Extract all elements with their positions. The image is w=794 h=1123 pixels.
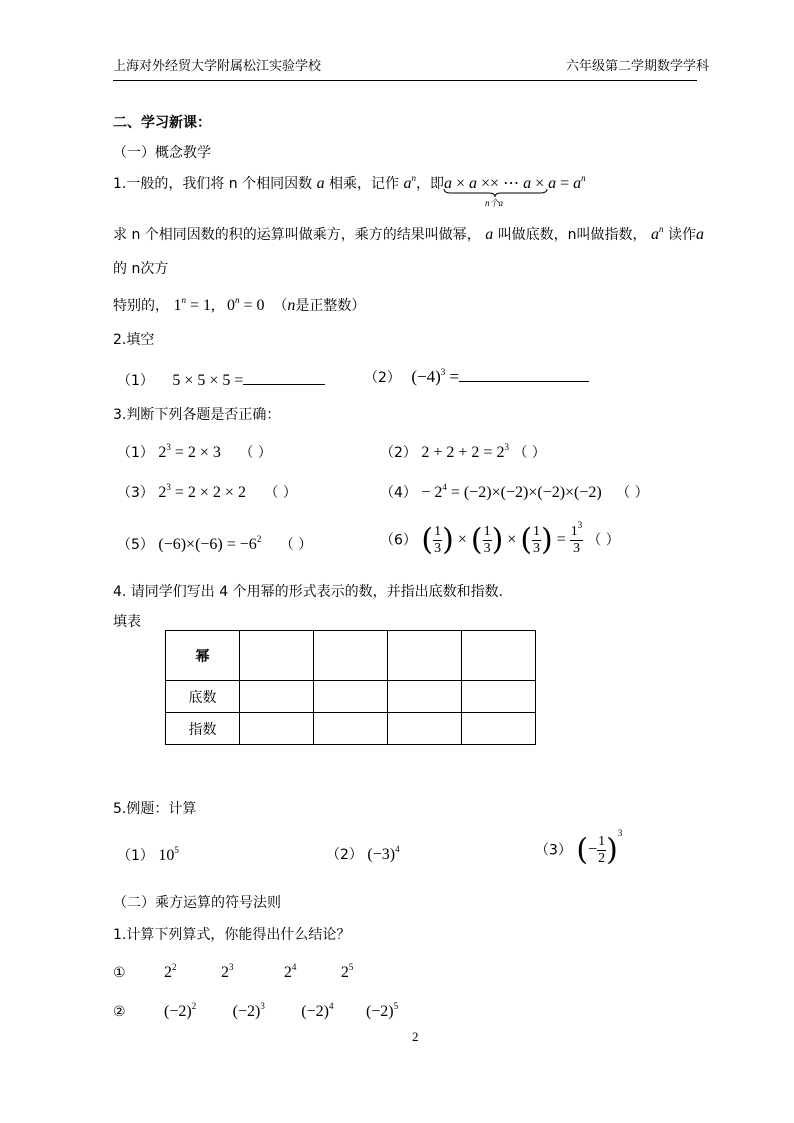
answer-paren[interactable]: （ ） [616, 485, 649, 501]
math-expr: $2^3 = 2 \times 2 \times 2$ [158, 482, 246, 501]
q-number: （1） [117, 848, 154, 864]
fill-q1 [117, 370, 325, 389]
math-expr: ( $\frac{1}{3}$ ) × ( $\frac{1}{3}$ ) × ( $\frac{1}{3}$ ) = $\frac{1^3}{3}$ [421, 520, 583, 558]
math-a-power-n: $a^n$ [651, 224, 664, 243]
table-cell[interactable] [462, 713, 536, 745]
example-1 [117, 845, 179, 864]
q-number: （6） [380, 532, 417, 549]
judge-item-3 [117, 482, 297, 501]
math-a: a [695, 226, 704, 243]
math-expr: $2^5$ [340, 962, 354, 981]
fill-table [165, 630, 536, 745]
definition-line [113, 224, 704, 243]
math-product-expansion: a × a ×× ⋯ $a \times a = a^n$ [444, 173, 586, 192]
page-number: 2 [412, 1029, 419, 1044]
q-number: （1） [117, 373, 154, 389]
table-cell[interactable] [314, 681, 388, 713]
table-row [166, 681, 536, 713]
definition-text-2: 叫做底数，n叫做指数， [497, 227, 647, 243]
table-cell[interactable] [314, 631, 388, 681]
q-number: （5） [117, 537, 154, 553]
math-expr: (− $\frac{1}{2}$ )$^3$ [576, 828, 623, 868]
subject-name: 六年级第二学期数学学科 [566, 59, 710, 74]
math-expr: 5 × 5 × 5 = [172, 372, 244, 389]
answer-blank[interactable] [459, 367, 589, 382]
math-expr: $(-6)\times(-6) = -6^2$ [158, 534, 262, 553]
math-expr: $(-2)^4$ [301, 1001, 334, 1020]
math-expr: $10^5$ [158, 845, 179, 864]
q-number: （3） [117, 485, 154, 501]
table-cell[interactable] [388, 681, 462, 713]
row1 [113, 962, 354, 981]
q-number: （2） [326, 847, 363, 863]
q-number: （4） [380, 485, 417, 501]
part2-title: （二）乘方运算的符号法则 [113, 895, 281, 911]
table-cell[interactable] [462, 681, 536, 713]
q-number: （1） [117, 445, 154, 461]
q-number: （3） [535, 842, 572, 859]
example-3 [535, 828, 623, 868]
math-expr: − $2^4 = (-2)\times(-2)\times(-2)\times(-2)$ [421, 482, 602, 501]
fill-table-label: 填表 [113, 614, 141, 630]
table-cell[interactable] [388, 713, 462, 745]
school-name: 上海对外经贸大学附属松江实验学校 [113, 59, 322, 74]
table-cell[interactable] [388, 631, 462, 681]
judge-item-4 [380, 482, 649, 501]
math-expr: $(-2)^3$ [232, 1001, 265, 1020]
part2-item1-title: 1.计算下列算式，你能得出什么结论？ [113, 927, 351, 943]
item1-lead: 1.一般的，我们将 n 个相同因数 [113, 176, 313, 192]
math-special-cases: $1^n = 1$, $0^n = 0$ [173, 295, 265, 314]
special-lead: 特别的， [113, 298, 169, 314]
header-rule [113, 80, 697, 81]
table-row [166, 713, 536, 745]
q-number: （2） [364, 370, 401, 386]
math-a-power-n: $a^n$ [403, 173, 416, 192]
table-row [166, 631, 536, 681]
answer-paren[interactable]: （ ） [513, 445, 546, 461]
math-expr: $(-3)^4$ [367, 844, 400, 863]
table-cell[interactable] [240, 713, 314, 745]
answer-paren[interactable]: （ ） [587, 532, 620, 549]
special-note-open: （ [273, 298, 288, 314]
item5-title: 5.例题：计算 [113, 801, 197, 817]
definition-text-1: 求 n 个相同因数的积的运算叫做乘方，乘方的结果叫做幂， [113, 227, 481, 243]
item3-title: 3.判断下列各题是否正确： [113, 407, 281, 423]
circle-one-marker: ① [113, 965, 126, 981]
answer-blank[interactable] [243, 370, 325, 385]
item2-title: 2.填空 [113, 332, 155, 348]
item1-ji: ，即 [416, 176, 444, 192]
table-cell[interactable] [314, 713, 388, 745]
math-expr: $2^3$ [220, 962, 234, 981]
circle-two-marker: ② [113, 1004, 126, 1020]
answer-paren[interactable]: （ ） [239, 445, 272, 461]
judge-item-1 [117, 442, 272, 461]
underbrace [443, 188, 548, 198]
math-a: a [485, 226, 494, 243]
answer-paren[interactable]: （ ） [264, 485, 297, 501]
math-expr: $(-2)^2$ [164, 1001, 197, 1020]
math-expr: $(-4)^3$ = [411, 367, 460, 386]
definition-text-4: 的 n次方 [113, 261, 169, 277]
special-note-close: 是正整数） [295, 298, 366, 314]
part1-title: （一）概念教学 [113, 145, 211, 161]
math-expr: $(-2)^5$ [365, 1001, 399, 1020]
item4-title: 4. 请同学们写出 4 个用幂的形式表示的数，并指出底数和指数. [113, 584, 504, 600]
q-number: （2） [380, 445, 417, 461]
table-cell[interactable] [240, 681, 314, 713]
table-cell[interactable] [240, 631, 314, 681]
row-header-base: 底数 [166, 681, 240, 713]
answer-paren[interactable]: （ ） [279, 537, 313, 553]
math-a: a [316, 175, 325, 192]
judge-item-6 [380, 520, 620, 558]
math-expr: $2 + 2 + 2 = 2^3$ [421, 442, 509, 461]
brace-label: n个a [485, 198, 504, 208]
math-expr: $2^4$ [283, 962, 297, 981]
row2 [113, 1001, 399, 1020]
section-title: 二、学习新课： [113, 115, 211, 131]
math-n: n [287, 297, 296, 314]
example-2 [326, 844, 400, 863]
judge-item-2 [380, 442, 546, 461]
table-cell[interactable] [462, 631, 536, 681]
math-expr: $2^2$ [164, 962, 177, 981]
row-header-exponent: 指数 [166, 713, 240, 745]
item1-mid: 相乘，记作 [329, 176, 400, 192]
math-expr: $2^3 = 2 \times 3$ [158, 442, 221, 461]
special-line [113, 295, 366, 314]
row-header-power: 幂 [166, 631, 240, 681]
fill-q2 [364, 367, 589, 385]
definition-text-3: 读作 [667, 227, 696, 243]
judge-item-5 [117, 534, 313, 553]
